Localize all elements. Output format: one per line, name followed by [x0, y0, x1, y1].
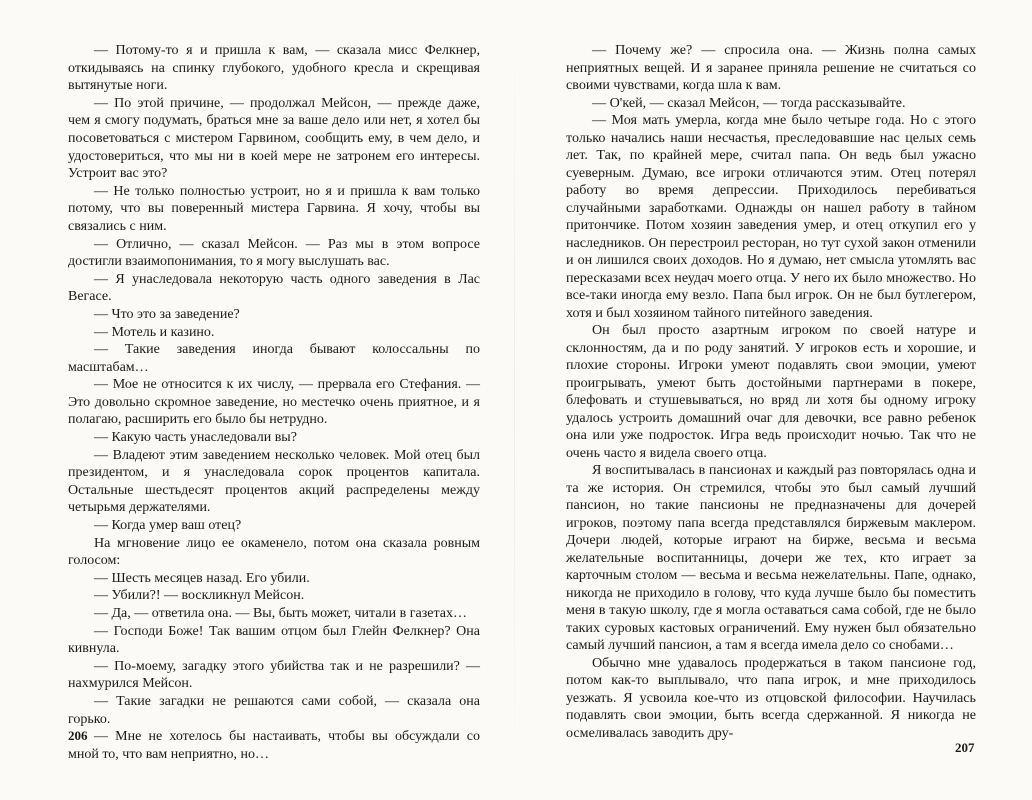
page-number-left: 206 [68, 728, 88, 743]
left-paragraph: — Я унаследовала некоторую часть одного заведения в Лас Вегасе. [68, 271, 480, 305]
left-paragraph: — Потому-то я и пришла к вам, — сказала мисс Фелкнер, откидываясь на спинку глубокого, удобного кресла и скрещивая вытянутые ноги. [68, 43, 480, 94]
left-paragraph: — Господи Боже! Так вашим отцом был Глейн Фелкнер? Она кивнула. [68, 623, 480, 657]
left-paragraph: На мгновение лицо ее окаменело, потом она сказала ровным голосом: [68, 535, 480, 569]
left-paragraph: — Мотель и казино. [94, 324, 215, 340]
right-paragraph: Я воспитывалась в пансионах и каждый раз повторялась одна и та же история. Он стремился, чтобы это был самый лучший пансион, но такие пансионы не предназначены для дочерей игроков, поэтому папа всегда представлялся биржевым маклером. Дочери людей, которые играют на бирже, весьма и весьма желательные воспитанницы, дочери же тех, кто играет за карточным столом — весьма и весьма нежелательны. Папе, однако, никогда не приходило в голову, что куда лучше было бы поместить меня в такую школу, где я могла оставаться сама собой, где не было таких суровых кастовых ограничений. Ему нужен был обязательно самый лучший пансион, а там я всегда имела дело со снобами… [566, 462, 976, 653]
page-gutter [514, 0, 515, 800]
left-paragraph: — Шесть месяцев назад. Его убили. [94, 570, 310, 586]
left-paragraph: — Когда умер ваш отец? [94, 518, 242, 534]
left-paragraph: — Мне не хотелось бы настаивать, чтобы вы обсуждали со мной то, что вам неприятно, но… [68, 729, 480, 762]
left-paragraph: — Такие загадки не решаются сами собой, — сказала она горько. [68, 693, 480, 727]
left-paragraph: — Какую часть унаследовали вы? [94, 430, 297, 446]
left-paragraph: — По этой причине, — продолжал Мейсон, — прежде даже, чем я смогу подумать, браться мне за ваше дело или нет, я хотел бы посоветоваться с мистером Гарвином, сообщить ему, в чем дело, и удостовериться, что мы ни в коей мере не затронем его интересы. Устроит вас это? [68, 95, 480, 182]
left-paragraph: — Такие заведения иногда бывают колоссальны по масштабам… [68, 342, 480, 375]
left-paragraph: — Убили?! — воскликнул Мейсон. [94, 588, 305, 604]
left-page [68, 42, 480, 763]
left-paragraph: — Что это за заведение? [94, 306, 240, 322]
right-paragraph: — О'кей, — сказал Мейсон, — тогда рассказывайте. [592, 94, 906, 111]
left-paragraph: — По-моему, загадку этого убийства так и не разрешили? — нахмурился Мейсон. [68, 658, 480, 692]
page-number-right: 207 [955, 740, 975, 755]
left-paragraph: — Мое не относится к их числу, — прервала его Стефания. — Это довольно скромное заведение, но местечко очень приятное, и я полагаю, расширить его было бы нетрудно. [68, 377, 480, 428]
right-paragraph: Обычно мне удавалось продержаться в таком пансионе год, потом как-то выплывало, что папа игрок, и мне приходилось уезжать. Я усвоила кое-что из отцовской философии. Научилась подавлять свои эмоции, быть всегда сдержанной. Я никогда не осмеливалась заводить дру- [566, 654, 976, 741]
left-paragraph: — Отлично, — сказал Мейсон. — Раз мы в этом вопросе достигли взаимопонимания, то я могу выслушать вас. [68, 236, 480, 270]
left-paragraph: — Не только полностью устроит, но я и пришла к вам только потому, что вы поверенный мистера Гарвина. Я хочу, чтобы вы связались с ним. [68, 183, 480, 234]
right-paragraph: — Почему же? — спросила она. — Жизнь полна самых неприятных вещей. И я заранее приняла решение не считаться со своими чувствами, когда шла к вам. [566, 42, 976, 93]
right-page [566, 42, 976, 742]
right-paragraph: Он был просто азартным игроком по своей натуре и склонностям, да и по роду занятий. У игроков есть и хорошие, и плохие стороны. Игроки умеют подавлять свои эмоции, умеют проигрывать, умеют быть достойными партнерами в покере, блефовать и стушевываться, но вряд ли хотя бы одному игроку удалось устроить домашний очаг для девочки, все равно ребенок она или уже подросток. Игра ведь происходит ночью. Так что не очень часто я видела своего отца. [566, 322, 976, 461]
left-paragraph: — Да, — ответила она. — Вы, быть может, читали в газетах… [94, 606, 467, 621]
right-paragraph: — Моя мать умерла, когда мне было четыре года. Но с этого только начались наши несчастья, преследовавшие нас целых семь лет. Так, по крайней мере, считал папа. Он ведь был ужасно суеверным. Думаю, все игроки отличаются этим. Отец потерял работу во время депрессии. Приходилось перебиваться случайными заработками. Однажды он нашел работу в тайном притончике. Потом хозяин заведения умер, и отец откупил его у наследников. Он перестроил ресторан, но тут сухой закон отменили и он лишился своих доходов. Но я думаю, нет смысла утомлять вас пересказами всех неудач моего отца. У него их было множество. Но все-таки иногда ему везло. Папа был игрок. Он не был бутлегером, хотя и был хозяином тайного питейного заведения. [566, 112, 976, 321]
left-paragraph: — Владеют этим заведением несколько человек. Мой отец был президентом, и я унаследовала сорок процентов капитала. Остальные шестьдесят процентов акций распределены между четырьмя держателями. [68, 447, 480, 516]
